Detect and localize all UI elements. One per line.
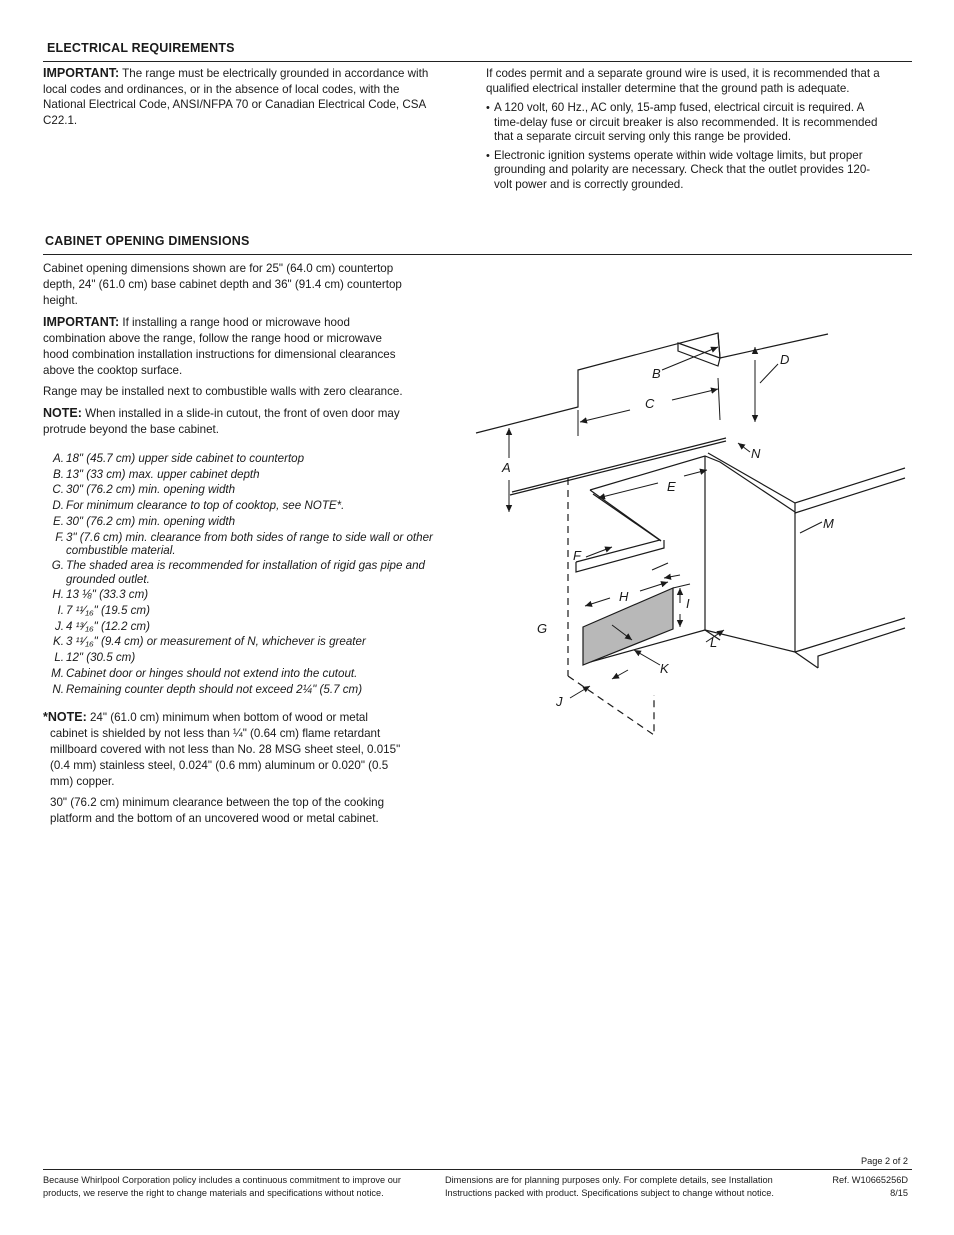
label-g: G: [537, 621, 548, 636]
cabinet-divider: [43, 254, 912, 255]
cabinet-text-column: [43, 261, 403, 443]
legend-item: G. The shaded area is recommended for installation of rigid gas pipe and grounded outlet.: [51, 559, 425, 586]
label-d: D: [780, 352, 790, 367]
cabinet-important-paragraph: [43, 314, 403, 379]
electrical-section-title: ELECTRICAL REQUIREMENTS: [47, 41, 235, 55]
star-note-paragraph: [43, 709, 403, 790]
cabinet-note-paragraph: [43, 405, 403, 438]
page-number: Page 2 of 2: [861, 1156, 908, 1166]
label-a: A: [502, 460, 511, 475]
label-e: E: [667, 479, 676, 494]
legend-item: J. 4 ¹³⁄₁₆" (12.2 cm): [54, 619, 150, 633]
electrical-right-column: [486, 66, 886, 196]
label-m: M: [823, 516, 834, 531]
legend-item: M. Cabinet door or hinges should not extend into the cutout.: [51, 666, 358, 680]
label-j: J: [556, 694, 563, 709]
legend-item: E. 30" (76.2 cm) min. opening width: [53, 514, 236, 528]
important-label: IMPORTANT:: [43, 315, 120, 329]
label-c: C: [645, 396, 655, 411]
legend-item: F. 3" (7.6 cm) min. clearance from both sides of range to side wall or other combustible material.: [55, 530, 433, 557]
legend-item: B. 13" (33 cm) max. upper cabinet depth: [53, 467, 260, 481]
important-text: If installing a range hood or microwave hood combination above the range, follow the range hood or microwave hood combination installation instructions for dimensional clearances above the cooktop surface.: [43, 316, 396, 377]
legend-item: C. 30" (76.2 cm) min. opening width: [52, 483, 236, 497]
footer-policy-text: Because Whirlpool Corporation policy includes a continuous commitment to improve our products, we reserve the right to change materials and specifications without notice.: [43, 1175, 401, 1198]
cabinet-opening-diagram: [470, 325, 915, 775]
cabinet-intro: Cabinet opening dimensions shown are for 25" (64.0 cm) countertop depth, 24" (61.0 cm) base cabinet depth and 36" (91.4 cm) countertop height.: [43, 262, 402, 307]
note-label: NOTE:: [43, 405, 82, 420]
cabinet-section-title: CABINET OPENING DIMENSIONS: [45, 234, 250, 248]
footer-planning-text: Dimensions are for planning purposes only. For complete details, see Installation Instructions packed with product. Specifications subject to change without notice.: [445, 1175, 774, 1198]
label-h: H: [619, 589, 629, 604]
legend-item: I. 7 ¹¹⁄₁₆" (19.5 cm): [57, 604, 150, 618]
legend-item: K. 3 ¹¹⁄₁₆" (9.4 cm) or measurement of N, whichever is greater: [53, 635, 366, 649]
dimension-arrows: [509, 347, 822, 698]
ignition-bullet: • Electronic ignition systems operate within wide voltage limits, but proper grounding and polarity are necessary. Check that the outlet provides 120-volt power and is correctly grounded.: [486, 149, 886, 193]
legend-item: D. For minimum clearance to top of cooktop, see NOTE*.: [52, 499, 345, 513]
label-f: F: [573, 548, 581, 563]
label-i: I: [686, 596, 690, 611]
star-note-block: [43, 709, 403, 832]
legend-item: L. 12" (30.5 cm): [54, 651, 136, 665]
footer-reference: [808, 1174, 908, 1200]
reference-date: 8/15: [890, 1188, 908, 1198]
diagram-lines: [476, 333, 905, 668]
combustible-walls-text: Range may be installed next to combustible walls with zero clearance.: [43, 385, 403, 398]
legend-item: A. 18" (45.7 cm) upper side cabinet to countertop: [53, 452, 305, 465]
legend-item: N. Remaining counter depth should not exceed 2¼" (5.7 cm): [52, 682, 363, 696]
star-note-text: 24" (61.0 cm) minimum when bottom of wood or metal cabinet is shielded by not less than ¼" (0.64 cm) flame retardant millboard covered with not less than No. 28 MSG sheet steel, 0.015" (0.4 mm) stainless steel, 0.024" (0.6 mm) aluminum or 0.020" (0.5 mm) copper.: [50, 711, 401, 788]
ground-path-paragraph: If codes permit and a separate ground wire is used, it is recommended that a qualified electrical installer determine that the ground path is adequate.: [486, 67, 880, 95]
electrical-important-paragraph: [43, 66, 438, 128]
dimension-legend: [43, 452, 443, 698]
star-note-label: *NOTE:: [43, 710, 87, 724]
legend-item: H. 13 ⅛" (33.3 cm): [52, 588, 149, 602]
note-text: When installed in a slide-in cutout, the front of oven door may protrude beyond the base cabinet.: [43, 406, 400, 436]
important-text: The range must be electrically grounded in accordance with local codes and ordinances, or in the absence of local codes, with the National Electrical Code, ANSI/NFPA 70 or Canadian Electrical Code, CSA C22.1.: [43, 67, 429, 127]
reference-number: Ref. W10665256D: [832, 1175, 908, 1185]
label-b: B: [652, 366, 661, 381]
electrical-left-column: [43, 66, 438, 133]
footer-divider: [43, 1169, 912, 1170]
electrical-divider: [43, 61, 912, 62]
label-n: N: [751, 446, 761, 461]
circuit-bullet: • A 120 volt, 60 Hz., AC only, 15-amp fused, electrical circuit is required. A time-delay fuse or circuit breaker is also recommended. It is recommended that a separate circuit serving only this range be provided.: [486, 101, 886, 145]
label-k: K: [660, 661, 669, 676]
important-label: IMPORTANT:: [43, 66, 120, 80]
label-l: L: [710, 635, 718, 650]
star-note-second: 30" (76.2 cm) minimum clearance between the top of the cooking platform and the bottom of an uncovered wood or metal cabinet.: [50, 796, 385, 825]
